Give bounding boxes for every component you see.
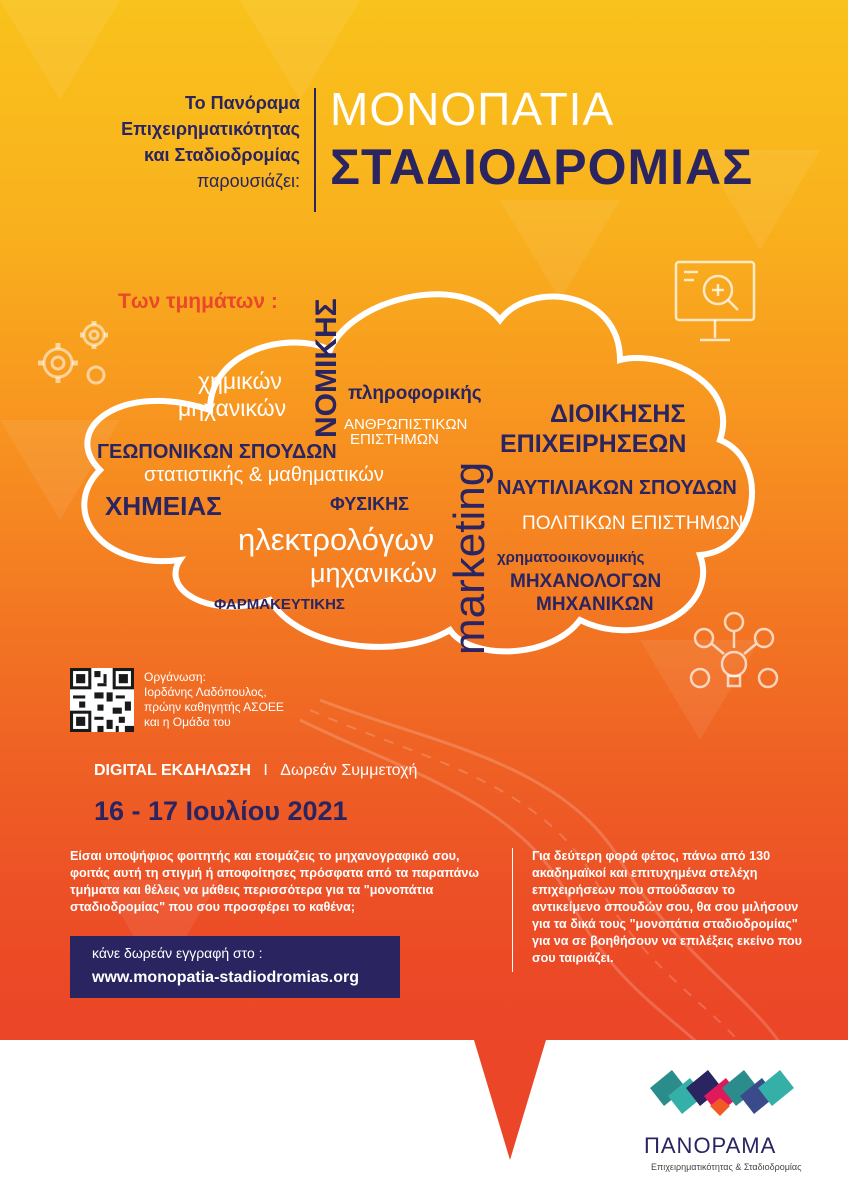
header-divider [314, 88, 316, 212]
dept-geoponikon: ΓΕΩΠΟΝΙΚΩΝ ΣΠΟΥΔΩΝ [97, 441, 337, 463]
dept-fysikis: ΦΥΣΙΚΗΣ [330, 494, 409, 514]
panorama-logo-icon [650, 1066, 800, 1130]
event-separator: I [263, 762, 268, 779]
organizer-line: και η Ομάδα του [144, 715, 231, 729]
register-url-link[interactable]: www.monopatia-stadiodromias.org [92, 969, 359, 986]
dept-farmakeftikis: ΦΑΡΜΑΚΕΥΤΙΚΗΣ [214, 596, 345, 613]
column-divider [512, 848, 513, 972]
paragraph-left: Είσαι υποψήφιος φοιτητής και ετοιμάζεις το μηχανογραφικό σου, φοιτάς αυτή τη στιγμή ή αποφοίτησες πρόσφατα από τα παραπάνω τμήματα και θέλεις να μάθεις περισσότερα για τα "μονοπάτια σταδιοδρομίας" που σου προσφέρει το καθένα; [70, 849, 479, 914]
dept-xrimatooikonomikis: χρηματοοικονομικής [497, 549, 645, 566]
dept-dioikisis-2: ΕΠΙΧΕΙΡΗΣΕΩΝ [500, 430, 687, 458]
paragraph-right: Για δεύτερη φορά φέτος, πάνω από 130 ακαδημαϊκοί και επιτυχημένα στελέχη επιχειρήσεων που σπούδασαν το αντικείμενο σπουδών σου, θα σου μιλήσουν για τα δικά τους "μονοπάτια σταδιοδρομίας" για να σε βοηθήσουν να επιλέξεις εκείνο που σου ταιριάζει. [532, 849, 802, 965]
dept-ilektrologon: ηλεκτρολόγων [238, 522, 435, 557]
dept-nomikis: ΝΟΜΙΚΗΣ [310, 298, 343, 438]
dept-mhxanologon-2: ΜΗΧΑΝΙΚΩΝ [536, 594, 654, 615]
event-participation: Δωρεάν Συμμετοχή [280, 762, 418, 779]
presenter-line: και Σταδιοδρομίας [144, 145, 300, 165]
brand-name: ΠΑΝΟΡΑΜΑ [644, 1133, 777, 1158]
presenter-line: Το Πανόραμα [184, 93, 300, 113]
dept-xhmeias: ΧΗΜΕΙΑΣ [105, 491, 222, 521]
dept-marketing: marketing [445, 461, 494, 655]
dept-mhxanikon-2: μηχανικών [310, 558, 437, 588]
presenter-block [120, 90, 300, 194]
dept-xhmikon: χημικών [198, 368, 282, 394]
dept-pliroforikis: πληροφορικής [348, 383, 482, 404]
organizer-line: πρώην καθηγητής ΑΣΟΕΕ [144, 700, 284, 714]
dept-mhxanikon-1: μηχανικών [178, 395, 287, 421]
organizer-block [144, 670, 314, 730]
departments-heading: Των τμημάτων : [118, 290, 278, 313]
organizer-label: Οργάνωση: [144, 670, 206, 684]
event-dates: 16 - 17 Ιουλίου 2021 [94, 796, 348, 826]
dept-anthropistikon-1: ΑΝΘΡΩΠΙΣΤΙΚΩΝ [344, 416, 468, 433]
event-info [94, 762, 417, 780]
register-label: κάνε δωρεάν εγγραφή στο : [92, 945, 263, 961]
dept-politikon: ΠΟΛΙΤΙΚΩΝ ΕΠΙΣΤΗΜΩΝ [522, 513, 744, 534]
qr-code-icon[interactable] [70, 668, 134, 732]
dept-anthropistikon-2: ΕΠΙΣΤΗΜΩΝ [350, 431, 439, 448]
dept-mhxanologon-1: ΜΗΧΑΝΟΛΟΓΩΝ [510, 571, 662, 592]
brand-tagline: Επιχειρηματικότητας & Σταδιοδρομίας [651, 1162, 802, 1172]
event-type: DIGITAL ΕΚΔΗΛΩΣΗ [94, 762, 251, 779]
title-line-2: ΣΤΑΔΙΟΔΡΟΜΙΑΣ [330, 139, 754, 195]
organizer-line: Ιορδάνης Λαδόπουλος, [144, 685, 267, 699]
dept-naytiliakon: ΝΑΥΤΙΛΙΑΚΩΝ ΣΠΟΥΔΩΝ [497, 477, 737, 499]
register-box[interactable] [70, 936, 400, 998]
dept-statistikis: στατιστικής & μαθηματικών [144, 464, 384, 486]
presenter-line: παρουσιάζει: [196, 171, 300, 191]
presenter-line: Επιχειρηματικότητας [121, 119, 300, 139]
dept-dioikisis-1: ΔΙΟΙΚΗΣΗΣ [550, 400, 686, 428]
title-line-1: ΜΟΝΟΠΑΤΙΑ [330, 83, 615, 135]
